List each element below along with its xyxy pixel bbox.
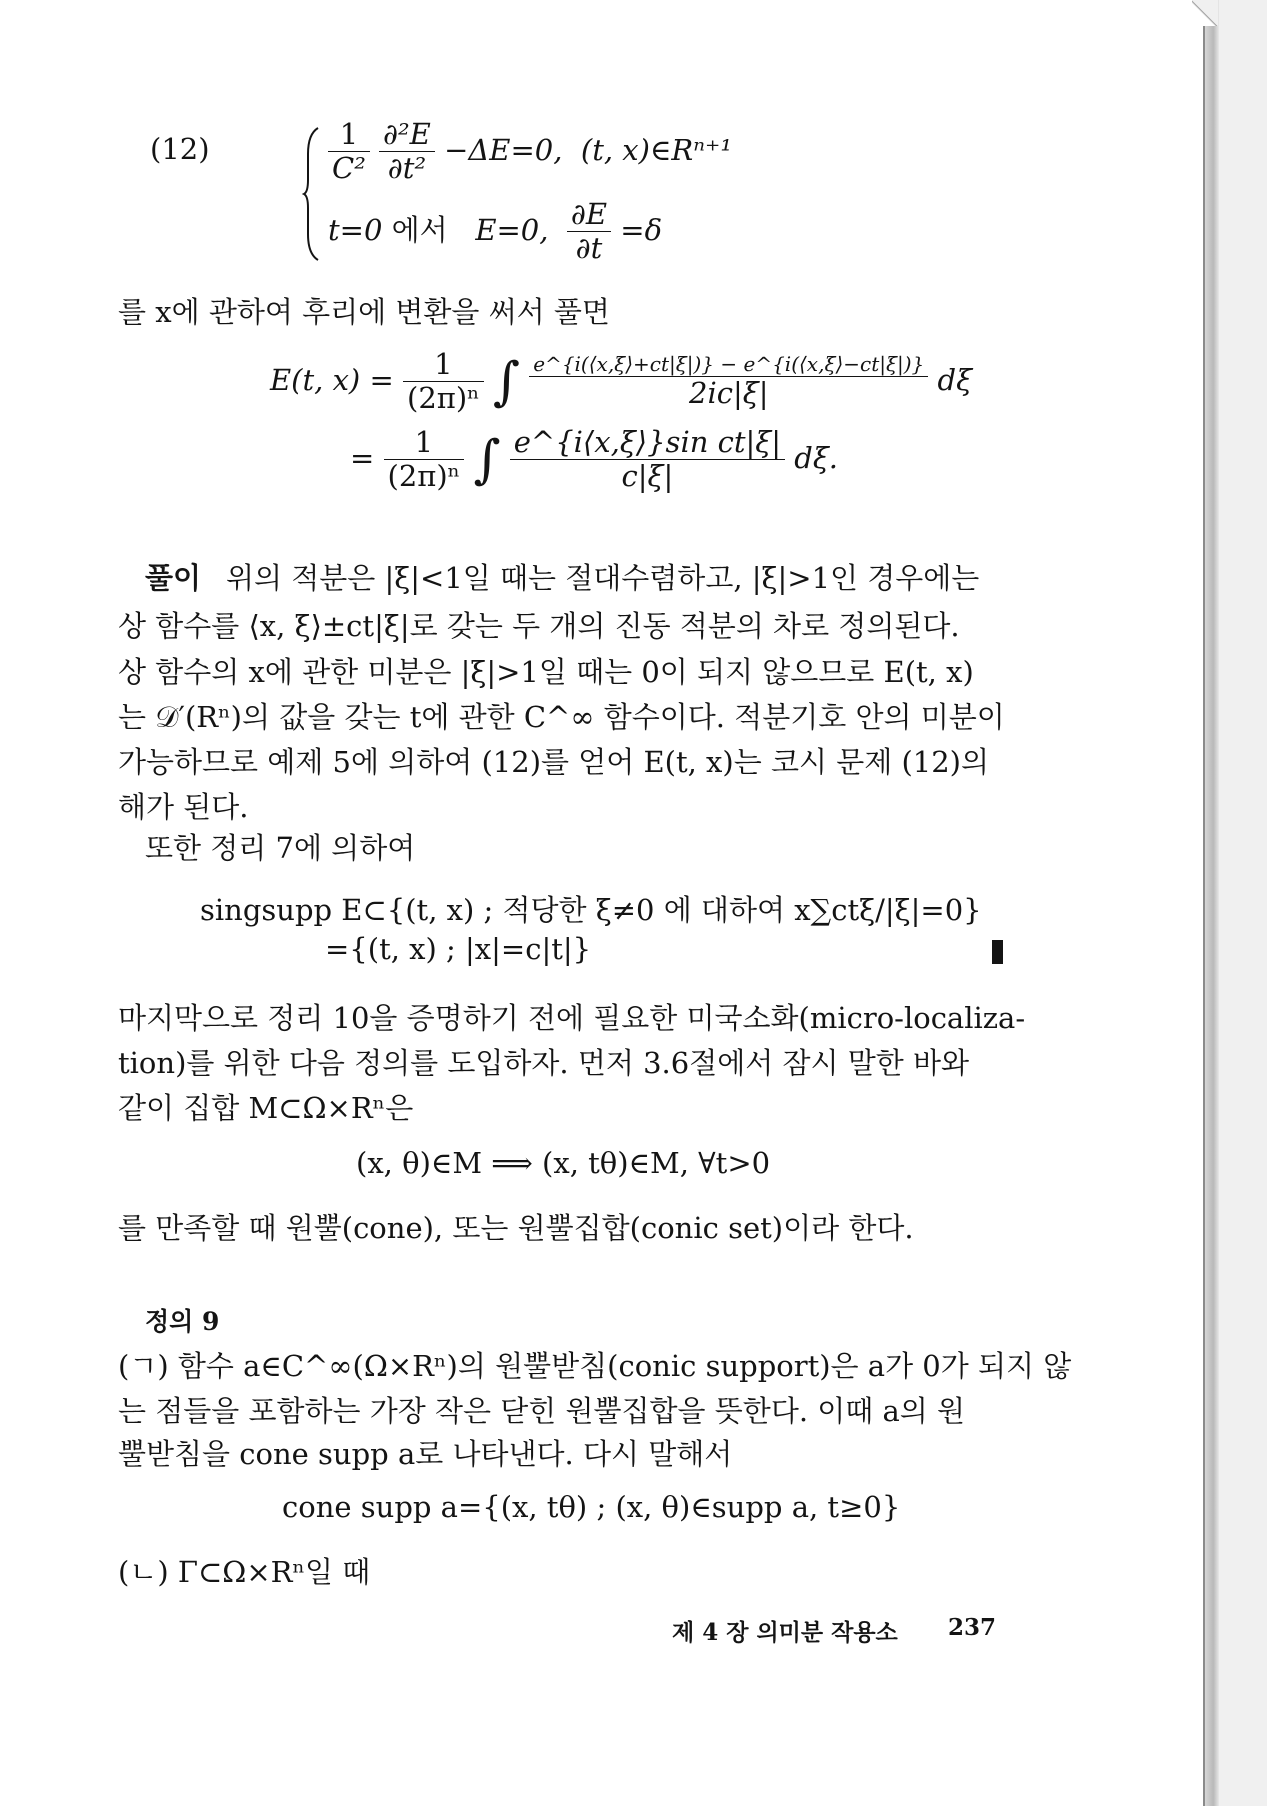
micro-line-1: 마지막으로 정리 10을 증명하기 전에 필요한 미국소화(micro-localiza- [118,1001,1026,1035]
integral-sign: ∫ [492,351,520,412]
micro-line-2: tion)를 위한 다음 정의를 도입하자. 먼저 3.6절에서 잠시 말한 바와 [118,1046,970,1080]
footer-chapter: 제 4 장 의미분 작용소 [672,1619,898,1646]
proof-line-4: 는 𝒟′(Rⁿ)의 값을 갖는 t에 관한 C^∞ 함수이다. 적분기호 안의 미분이 [118,700,1005,734]
proof-line-6: 해가 된다. [118,790,249,824]
cone-supp-equation: cone supp a={(x, tθ) ; (x, θ)∈supp a, t≥0} [282,1490,901,1524]
singsupp-line-1: singsupp E⊂{(t, x) ; 적당한 ξ≠0 에 대하여 x∑ctξ/|ξ|=0} [200,893,982,927]
definition-line-1: (ㄱ) 함수 a∈C^∞(Ω×Rⁿ)의 원뿔받침(conic support)은 a가 0가 되지 않 [118,1349,1072,1383]
equation-number-12: (12) [150,132,210,166]
page-edge-shadow [1205,0,1219,1806]
frac-1-over-c2 [328,118,370,186]
frac-den: c|ξ| [621,459,674,494]
frac-den: C² [332,151,366,186]
solution-line2 [350,426,838,494]
frac-num: e^{i(⟨x,ξ⟩+ct|ξ|)} − e^{i(⟨x,ξ⟩−ct|ξ|)} [529,353,928,377]
page-number: 237 [948,1614,997,1641]
definition-line-3: 뿔받침을 cone supp a로 나타낸다. 다시 말해서 [118,1437,733,1471]
definition-title: 정의 9 [145,1307,220,1336]
proof-theorem-line: 또한 정리 7에 의하여 [145,831,416,865]
eq12-line1 [328,118,732,186]
frac-den: (2π)ⁿ [407,381,480,416]
frac-num: ∂²E [379,118,435,152]
micro-line-3: 같이 집합 M⊂Ω×Rⁿ은 [118,1091,414,1125]
proof-label-text: 풀이 [145,561,202,595]
proof-label [145,556,201,597]
frac-exp-sin [510,426,785,494]
eq12-laplacian-term: −ΔE=0, [444,132,563,167]
cone-equation: (x, θ)∈M ⟹ (x, tθ)∈M, ∀t>0 [356,1146,771,1180]
d-xi-end: dξ. [794,440,839,475]
proof-line-2: 상 함수를 ⟨x, ξ⟩±ct|ξ|로 갖는 두 개의 진동 적분의 차로 정의된다. [118,609,960,643]
cone-definition-line: 를 만족할 때 원뿔(cone), 또는 원뿔집합(conic set)이라 한다. [118,1211,914,1245]
frac-den: (2π)ⁿ [387,459,461,494]
proof-line-1: 위의 적분은 |ξ|<1일 때는 절대수렴하고, |ξ|>1인 경우에는 [226,561,980,595]
intro-text: 를 x에 관하여 후리에 변환을 써서 풀면 [118,295,610,329]
eq12-e-zero: E=0, [475,212,549,247]
frac-one-over-2pi-n [384,426,465,494]
page-corner-fold [1192,0,1218,26]
equals-sign: = [369,362,394,397]
frac-d2e-dt2 [379,118,435,186]
frac-num: 1 [403,348,484,382]
eq12-word-at: 에서 [391,212,448,247]
frac-num: e^{i⟨x,ξ⟩}sin ct|ξ| [510,426,785,460]
frac-num: 1 [384,426,465,460]
left-brace [302,124,322,264]
frac-den: ∂t² [387,151,427,186]
frac-num: ∂E [567,198,611,232]
proof-line-3: 상 함수의 x에 관한 미분은 |ξ|>1일 때는 0이 되지 않으므로 E(t, x) [118,655,974,689]
eq12-domain: (t, x)∈Rⁿ⁺¹ [580,132,732,167]
qed-mark [992,940,1003,964]
eq12-delta: =δ [620,212,663,247]
frac-de-dt [567,198,611,266]
singsupp-line-2: ={(t, x) ; |x|=c|t|} [325,932,592,966]
solution-line1 [270,348,972,416]
frac-one-over-2pi-n [403,348,484,416]
equals-sign: = [350,440,375,475]
definition-line-2: 는 점들을 포함하는 가장 작은 닫힌 원뿔집합을 뜻한다. 이때 a의 원 [118,1394,966,1428]
eq12-line2 [328,198,662,266]
d-xi: dξ [937,362,973,397]
frac-den: ∂t [575,231,603,266]
definition-item-b: (ㄴ) Γ⊂Ω×Rⁿ일 때 [118,1555,371,1589]
frac-num: 1 [328,118,370,152]
solution-lhs: E(t, x) [270,362,361,397]
frac-exp-diff [529,353,928,410]
proof-line-5: 가능하므로 예제 5에 의하여 (12)를 얻어 E(t, x)는 코시 문제 (12)의 [118,745,989,779]
eq12-t-zero: t=0 [328,212,383,247]
integral-sign: ∫ [473,429,501,490]
frac-den: 2ic|ξ| [689,376,769,411]
